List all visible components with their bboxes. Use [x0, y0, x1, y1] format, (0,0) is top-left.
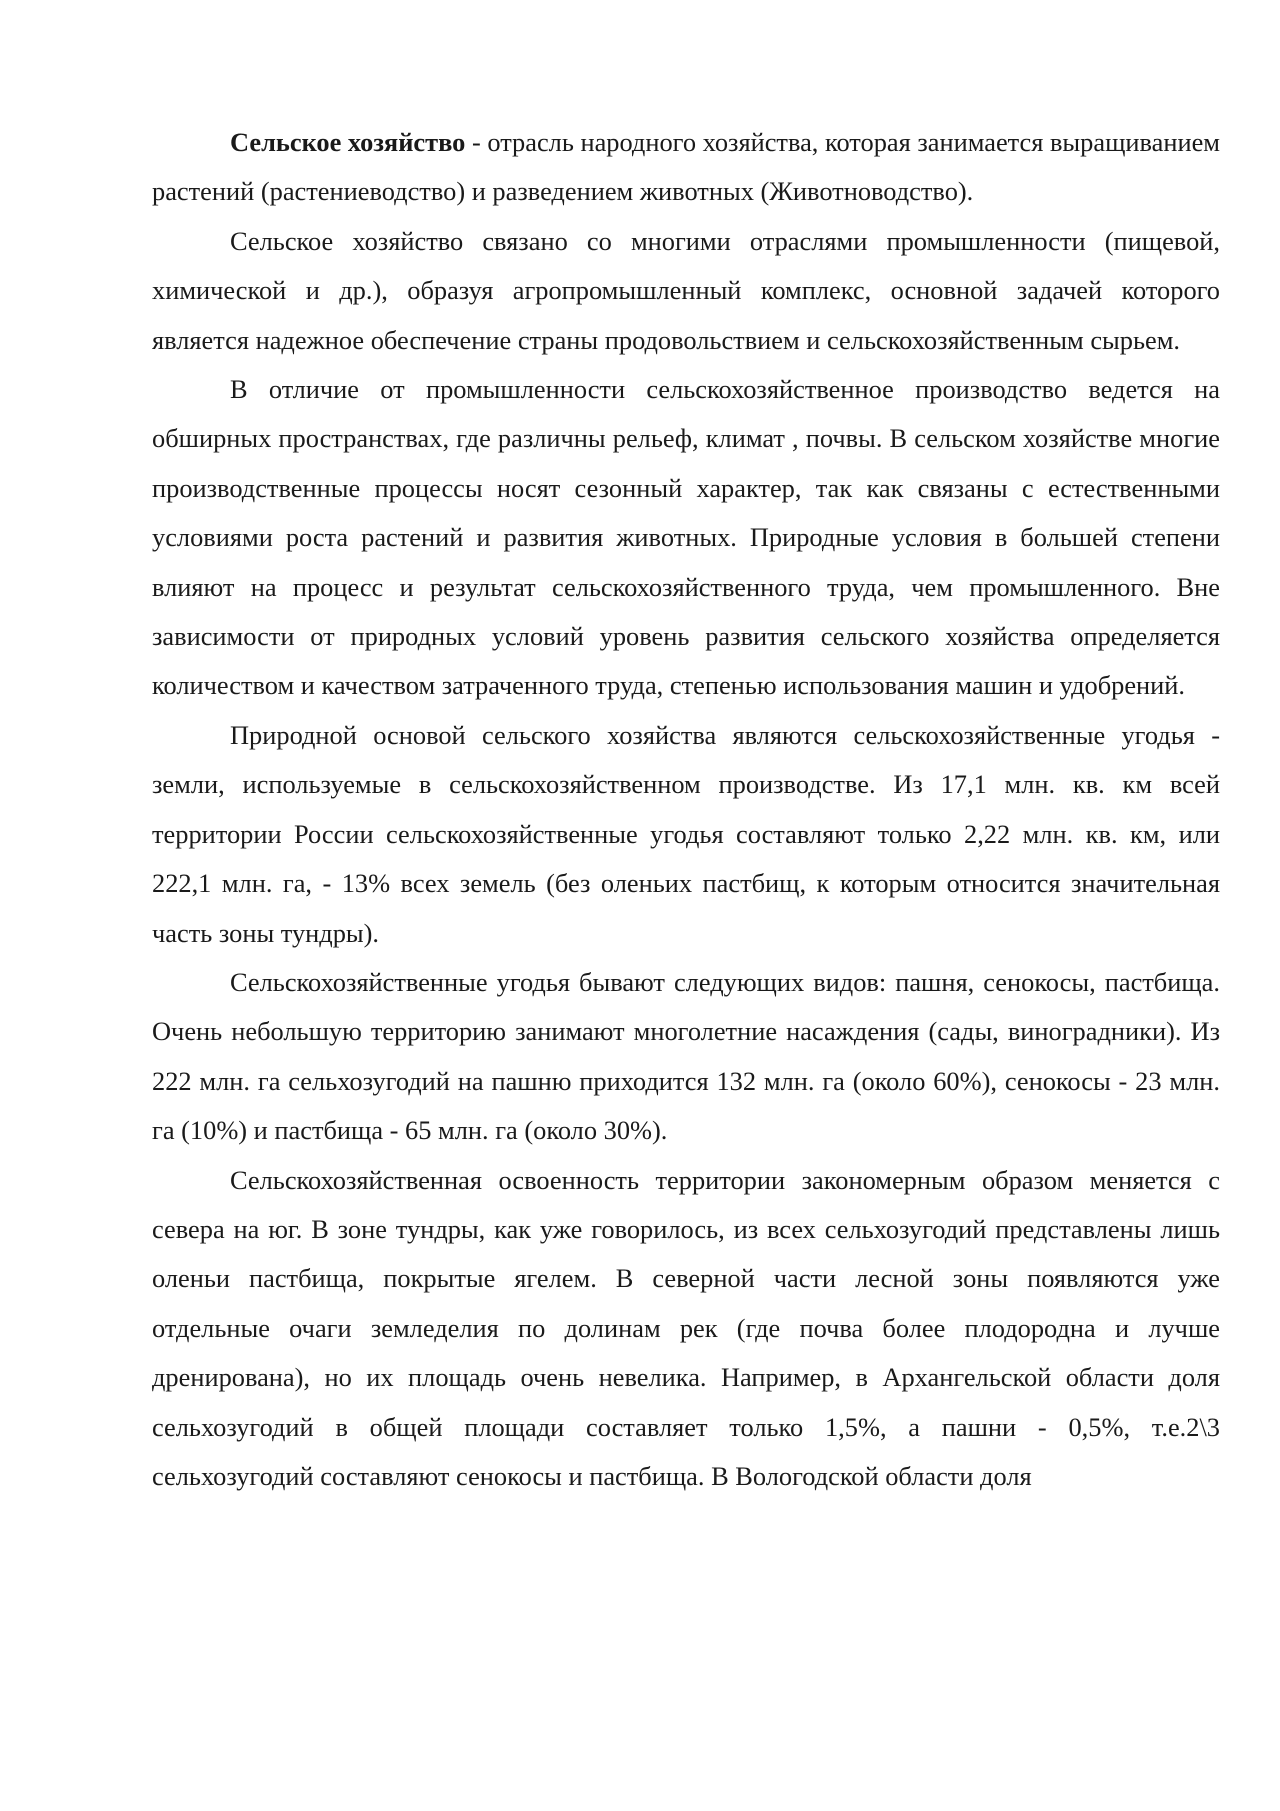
paragraph-4: Природной основой сельского хозяйства являются сельскохозяйственные угодья - земли, используемые в сельскохозяйственном производстве. Из 17,1 млн. кв. км всей территории России сельскохозяйственные угодья составляют только 2,22 млн. кв. км, или 222,1 млн. га, - 13% всех земель (без оленьих пастбищ, к которым относится значительная часть зоны тундры).	[152, 719, 1220, 948]
paragraph-2: Сельское хозяйство связано со многими отраслями промышленности (пищевой, химической и др.), образуя агропромышленный комплекс, основной задачей которого является надежное обеспечение страны продовольствием и сельскохозяйственным сырьем.	[152, 225, 1220, 355]
paragraph-1	[152, 118, 1220, 217]
defined-term: Сельское хозяйство	[230, 127, 466, 157]
paragraph-1-text: - отрасль народного хозяйства, которая занимается выращиванием растений (растениеводство) и разведением животных (Животноводство).	[152, 127, 1221, 207]
paragraph-6: Сельскохозяйственная освоенность территории закономерным образом меняется с севера на юг. В зоне тундры, как уже говорилось, из всех сельхозугодий представлены лишь оленьи пастбища, покрытые ягелем. В северной части лесной зоны появляются уже отдельные очаги земледелия по долинам рек (где почва более плодородна и лучше дренирована), но их площадь очень невелика. Например, в Архангельской области доля сельхозугодий в общей площади составляет только 1,5%, а пашни - 0,5%, т.е.2\3 сельхозугодий составляют сенокосы и пастбища. В Вологодской области доля	[152, 1164, 1220, 1491]
paragraph-5: Сельскохозяйственные угодья бывают следующих видов: пашня, сенокосы, пастбища. Очень небольшую территорию занимают многолетние насаждения (сады, виноградники). Из 222 млн. га сельхозугодий на пашню приходится 132 млн. га (около 60%), сенокосы - 23 млн. га (10%) и пастбища - 65 млн. га (около 30%).	[152, 966, 1220, 1146]
paragraph-3: В отличие от промышленности сельскохозяйственное производство ведется на обширных пространствах, где различны рельеф, климат , почвы. В сельском хозяйстве многие производственные процессы носят сезонный характер, так как связаны с естественными условиями роста растений и развития животных. Природные условия в большей степени влияют на процесс и результат сельскохозяйственного труда, чем промышленного. Вне зависимости от природных условий уровень развития сельского хозяйства определяется количеством и качеством затраченного труда, степенью использования машин и удобрений.	[152, 374, 1220, 701]
document-body	[152, 118, 1220, 1501]
